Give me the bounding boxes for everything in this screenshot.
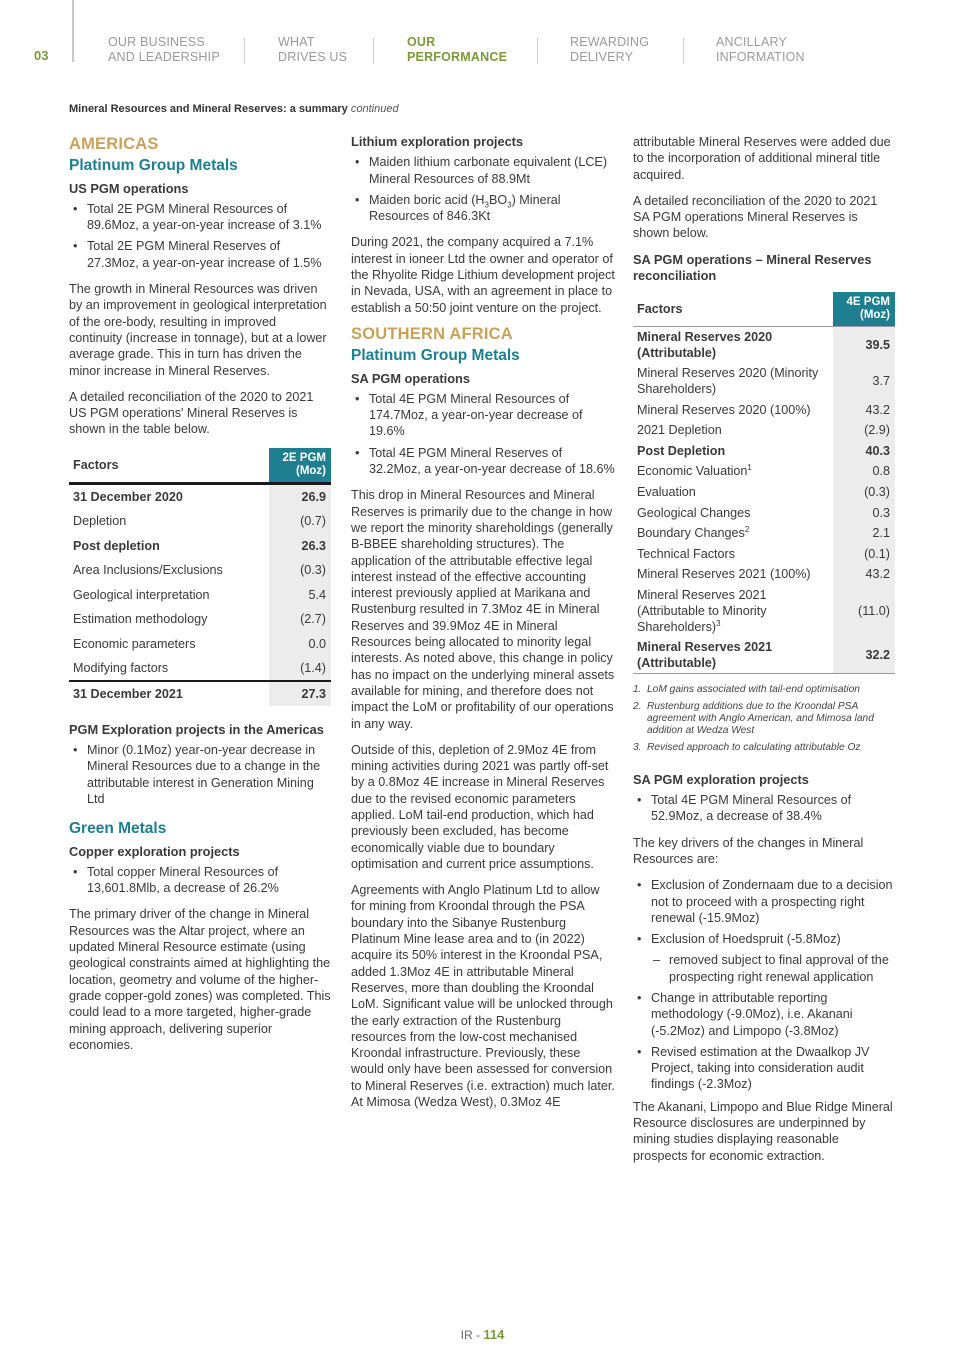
nav-label: REWARDING (570, 35, 650, 49)
table-heading: SA PGM operations – Mineral Reserves reconciliation (633, 251, 872, 284)
metal-heading: Platinum Group Metals (351, 347, 520, 365)
paragraph: A detailed reconciliation of the 2020 to 2021 US PGM operations' Mineral Reserves is shown in the table below. (69, 389, 314, 437)
region-heading: AMERICAS (69, 135, 159, 153)
list-item: • Total copper Mineral Resources of 13,601.8Mlb, a decrease of 26.2% (69, 864, 331, 897)
table-row (633, 420, 895, 441)
row-label (633, 420, 833, 441)
row-label-text: Economic Valuation (637, 464, 748, 479)
table-row (69, 582, 331, 607)
nav-label: DRIVES US (278, 50, 348, 64)
bullet-list (69, 201, 331, 271)
row-value: 3.7 (833, 363, 895, 399)
row-value: (2.9) (833, 420, 895, 441)
table-header: Factors (633, 292, 833, 327)
list-item (351, 192, 615, 225)
row-label (633, 523, 833, 544)
row-label (633, 327, 833, 364)
table-row (69, 533, 331, 558)
row-label: Economic parameters (73, 636, 196, 651)
section-subtitle (69, 103, 399, 115)
bullet-list (351, 154, 615, 224)
row-label (633, 441, 833, 462)
paragraph: Outside of this, depletion of 2.9Moz 4E from mining activities during 2021 was partly off-set by a 0.8Moz 4E increase in Mineral Reserves due to the revised economic parameters applied. LoM tail-end production, which had previously been excluded, has become economically viable due to boundary optimisation and current price assumptions. (351, 742, 609, 871)
sa-reconciliation-table (633, 292, 895, 673)
subtitle-continued: continued (350, 103, 399, 115)
nav-label: AND LEADERSHIP (108, 50, 220, 64)
sub-heading: SA PGM operations (351, 370, 470, 386)
list-item: • Minor (0.1Moz) year-on-year decrease in Mineral Resources due to a change in the attributable interest in Generation Mining Ltd (69, 742, 331, 807)
us-reconciliation-table (69, 448, 331, 706)
nav-label: WHAT (278, 35, 315, 49)
paragraph: The primary driver of the change in Mineral Resources was the Altar project, where an updated Mineral Resource estimate (using geological constraints aimed at highlighting the location, geometry and volume of the higher-grade copper-gold zones) was completed. This could lead to a more targeted, higher-grade mining approach, delivering superior economies. (69, 907, 331, 1052)
row-label-text: Boundary Changes (637, 526, 745, 541)
page-number: 114 (483, 1327, 505, 1342)
row-label (633, 461, 833, 482)
row-label (633, 585, 833, 637)
nav-label: PERFORMANCE (407, 50, 508, 64)
sub-heading: Lithium exploration projects (351, 134, 524, 149)
list-item: • Total 2E PGM Mineral Resources of 89.6Moz, a year-on-year increase of 3.1% (69, 201, 331, 234)
footnote-ref: 3 (716, 618, 721, 628)
row-value: (11.0) (833, 585, 895, 637)
row-value: 0.8 (833, 461, 895, 482)
sub-heading: US PGM operations (69, 180, 189, 196)
row-label: 31 December 2020 (73, 489, 183, 504)
row-label (633, 399, 833, 420)
list-item: • Maiden lithium carbonate equivalent (LCE) Mineral Resources of 88.9Mt (351, 154, 615, 187)
paragraph: A detailed reconciliation of the 2020 to 2021 SA PGM operations Mineral Reserves is shown below. (633, 193, 878, 241)
footnote-text: LoM gains associated with tail-end optimisation (647, 683, 860, 695)
bullet-list (633, 792, 895, 825)
table-header: 2E PGM (Moz) (269, 448, 331, 484)
row-value: 26.9 (269, 483, 331, 509)
nav-separator (244, 38, 245, 64)
paragraph: This drop in Mineral Resources and Mineral Reserves is primarily due to the change in how we report the minority shareholdings (generally B-BBEE shareholding structures). The application of the attributable effective legal interest instead of the effective accounting interest previously applied at Marikana and Rustenburg resulted in 7.3Moz 4E in Mineral Reserves and 39.9Moz 4E in Mineral Resources being allocated to minority legal interests. As noted above, this change in policy has no impact on the underlying mineral assets available for mining, and therefore does not impact the LoM or profitability of our operations in any way. (351, 488, 615, 731)
nav-our-performance[interactable] (407, 35, 507, 65)
row-label: 31 December 2021 (69, 681, 269, 706)
nav-separator (537, 38, 538, 64)
table-body (633, 327, 895, 673)
list-item: • Total 2E PGM Mineral Reserves of 27.3Moz, a year-on-year increase of 1.5% (69, 238, 331, 271)
row-value: (0.1) (833, 544, 895, 565)
nav-label: DELIVERY (570, 50, 634, 64)
footnote-number: 1. (633, 683, 642, 695)
header-divider (72, 0, 74, 62)
paragraph: The growth in Mineral Resources was driven by an improvement in geological interpretation of the ore-body, resulting in improved continuity (increase in tonnage), but at a lower average grade. This in turn has driven the minor increase in Mineral Reserves. (69, 282, 327, 378)
nav-label: OUR (407, 35, 436, 49)
bullet-list (69, 742, 331, 807)
row-value: 40.3 (833, 441, 895, 462)
row-label-text: Mineral Reserves 2020 (Attributable) (637, 330, 773, 361)
sub-heading: SA PGM exploration projects (633, 771, 809, 787)
table-row (633, 523, 895, 544)
table-row (69, 483, 331, 509)
table-row (633, 502, 895, 523)
row-value: 27.3 (269, 681, 331, 706)
metal-heading: Platinum Group Metals (69, 157, 238, 175)
bullet-list (351, 391, 615, 477)
table-row (633, 544, 895, 565)
row-label-text: Geological Changes (637, 505, 751, 520)
list-subitem: – removed subject to final approval of the prospecting right renewal application (633, 952, 895, 985)
row-label-text: Mineral Reserves 2020 (Minority Shareholders) (637, 366, 819, 397)
row-value: (1.4) (269, 656, 331, 681)
table-row (633, 363, 895, 399)
row-value: 43.2 (833, 564, 895, 585)
row-label: Modifying factors (73, 660, 169, 675)
row-label-text: Mineral Reserves 2021 (100%) (637, 567, 811, 582)
region-heading: SOUTHERN AFRICA (351, 324, 513, 343)
table-row (69, 607, 331, 632)
footnote-ref: 2 (744, 525, 750, 535)
nav-label: ANCILLARY (716, 35, 788, 49)
row-value: (0.7) (269, 509, 331, 534)
nav-label: INFORMATION (716, 50, 805, 64)
row-label (633, 363, 833, 399)
table-row (633, 482, 895, 503)
row-value: 0.0 (269, 631, 331, 656)
row-value: 26.3 (269, 533, 331, 558)
list-item: • Total 4E PGM Mineral Resources of 174.7Moz, a year-on-year decrease of 19.6% (351, 391, 615, 440)
table-row (633, 564, 895, 585)
paragraph: The key drivers of the changes in Mineral Resources are: (633, 835, 864, 866)
list-item: • Total 4E PGM Mineral Reserves of 32.2Moz, a year-on-year decrease of 18.6% (351, 445, 615, 478)
footnote (633, 684, 895, 696)
subscript: 3 (507, 200, 512, 210)
table-row (633, 399, 895, 420)
metal-heading: Green Metals (69, 820, 167, 838)
page-header (0, 0, 965, 80)
row-value: 32.2 (833, 637, 895, 674)
page-footer (0, 1327, 965, 1342)
subtitle-main: Mineral Resources and Mineral Reserves: a summary (69, 103, 348, 115)
paragraph: attributable Mineral Reserves were added due to the incorporation of additional mineral title acquired. (633, 135, 891, 182)
nav-ancillary-information[interactable] (716, 35, 805, 65)
row-label-text: Technical Factors (637, 546, 735, 561)
subscript: 3 (484, 200, 489, 210)
nav-rewarding-delivery[interactable] (570, 35, 649, 65)
table-row (633, 585, 895, 637)
table-row (69, 656, 331, 681)
paragraph: Agreements with Anglo Platinum Ltd to allow for mining from Kroondal through the PSA boundary into the Sibanye Rustenburg Platinum Mine lease area and to (in 2022) acquire its 50% interest in the Kroondal PSA, added 1.3Moz 4E in attributable Mineral Reserves, more than doubling the Kroondal LoM. Significant value will be unlocked through the early extraction of the Rustenburg resources from the low-cost mechanised Kroondal infrastructure. Previously, these would only have been assessed for conversion to Mineral Reserves (i.e. extraction) much later. At Mimosa (Wedza West), 0.3Moz 4E (351, 883, 615, 1110)
paragraph: During 2021, the company acquired a 7.1% interest in ioneer Ltd the owner and operator of the Rhyolite Ridge Lithium development project in Nevada, USA, with an agreement in place to establish a 50:50 joint venture on the project. (351, 235, 615, 315)
bullet-list (69, 864, 331, 897)
row-value: 39.5 (833, 327, 895, 364)
list-item: • Revised estimation at the Dwaalkop JV Project, taking into consideration audit findings (-2.3Moz) (633, 1044, 895, 1093)
footnote-text: Revised approach to calculating attributable Oz (647, 741, 861, 753)
sub-heading: PGM Exploration projects in the Americas (69, 721, 324, 737)
footer-prefix: IR - (460, 1328, 484, 1342)
row-value: 43.2 (833, 399, 895, 420)
row-label-text: Mineral Reserves 2021 (Attributable to Minority Shareholders) (637, 587, 767, 634)
row-label-text: Post Depletion (637, 443, 726, 458)
table-row (69, 631, 331, 656)
footnote-number: 2. (633, 700, 642, 712)
text-fragment: Maiden boric acid (H (369, 192, 485, 207)
footnote (633, 701, 895, 737)
row-value: (2.7) (269, 607, 331, 632)
nav-our-business[interactable] (108, 35, 220, 65)
row-value: (0.3) (269, 558, 331, 583)
row-label: Area Inclusions/Exclusions (73, 563, 223, 577)
column-2 (351, 134, 615, 1120)
row-label (633, 637, 833, 674)
row-value: 2.1 (833, 523, 895, 544)
table-row (633, 637, 895, 674)
nav-label: OUR BUSINESS (108, 35, 205, 49)
table-row (633, 441, 895, 462)
table-row (633, 327, 895, 364)
text-fragment: ) Mineral Resources of 846.3Kt (369, 192, 561, 224)
list-item: • Total 4E PGM Mineral Resources of 52.9Moz, a decrease of 38.4% (633, 792, 895, 825)
row-label (633, 482, 833, 503)
footnote (633, 742, 895, 754)
row-label-text: Evaluation (637, 485, 696, 500)
row-value: 0.3 (833, 502, 895, 523)
footnotes (633, 684, 895, 754)
footnote-number: 3. (633, 741, 642, 753)
row-label: Estimation methodology (73, 612, 208, 626)
row-label: Depletion (73, 514, 127, 528)
row-label-text: Mineral Reserves 2021 (Attributable) (637, 639, 773, 670)
row-value: (0.3) (833, 482, 895, 503)
row-label (633, 544, 833, 565)
list-item: • Exclusion of Hoedspruit (-5.8Moz) (633, 931, 895, 947)
column-3 (633, 134, 895, 1174)
table-row (69, 681, 331, 706)
section-number: 03 (34, 48, 49, 63)
nav-what-drives-us[interactable] (278, 35, 347, 65)
row-label-text: Mineral Reserves 2020 (100%) (637, 402, 811, 417)
row-label (633, 502, 833, 523)
footnote-text: Rustenburg additions due to the Kroondal PSA agreement with Anglo American, and Mimosa land addition at Wedza West (647, 700, 874, 736)
row-label: Geological interpretation (73, 587, 210, 602)
table-row (69, 558, 331, 583)
footnote-ref: 1 (747, 463, 752, 473)
list-item: • Exclusion of Zondernaam due to a decision not to proceed with a prospecting right renewal (-15.9Moz) (633, 877, 895, 926)
table-header: Factors (73, 457, 119, 472)
table-header: 4E PGM (Moz) (833, 292, 895, 327)
text-fragment: BO (488, 192, 508, 207)
paragraph: The Akanani, Limpopo and Blue Ridge Mineral Resource disclosures are underpinned by mining studies displaying reasonable prospects for economic extraction. (633, 1099, 893, 1163)
list-item: • Change in attributable reporting methodology (-9.0Moz), i.e. Akanani (-5.2Moz) and Limpopo (-3.8Moz) (633, 990, 895, 1039)
row-label: Post depletion (73, 538, 160, 553)
column-1 (69, 134, 331, 1063)
table-row (633, 461, 895, 482)
sub-heading: Copper exploration projects (69, 843, 240, 859)
table-row (69, 509, 331, 534)
bullet-list (633, 877, 895, 1093)
row-label-text: 2021 Depletion (637, 423, 722, 438)
row-value: 5.4 (269, 582, 331, 607)
row-label (633, 564, 833, 585)
nav-separator (683, 38, 684, 64)
nav-separator (373, 38, 374, 64)
